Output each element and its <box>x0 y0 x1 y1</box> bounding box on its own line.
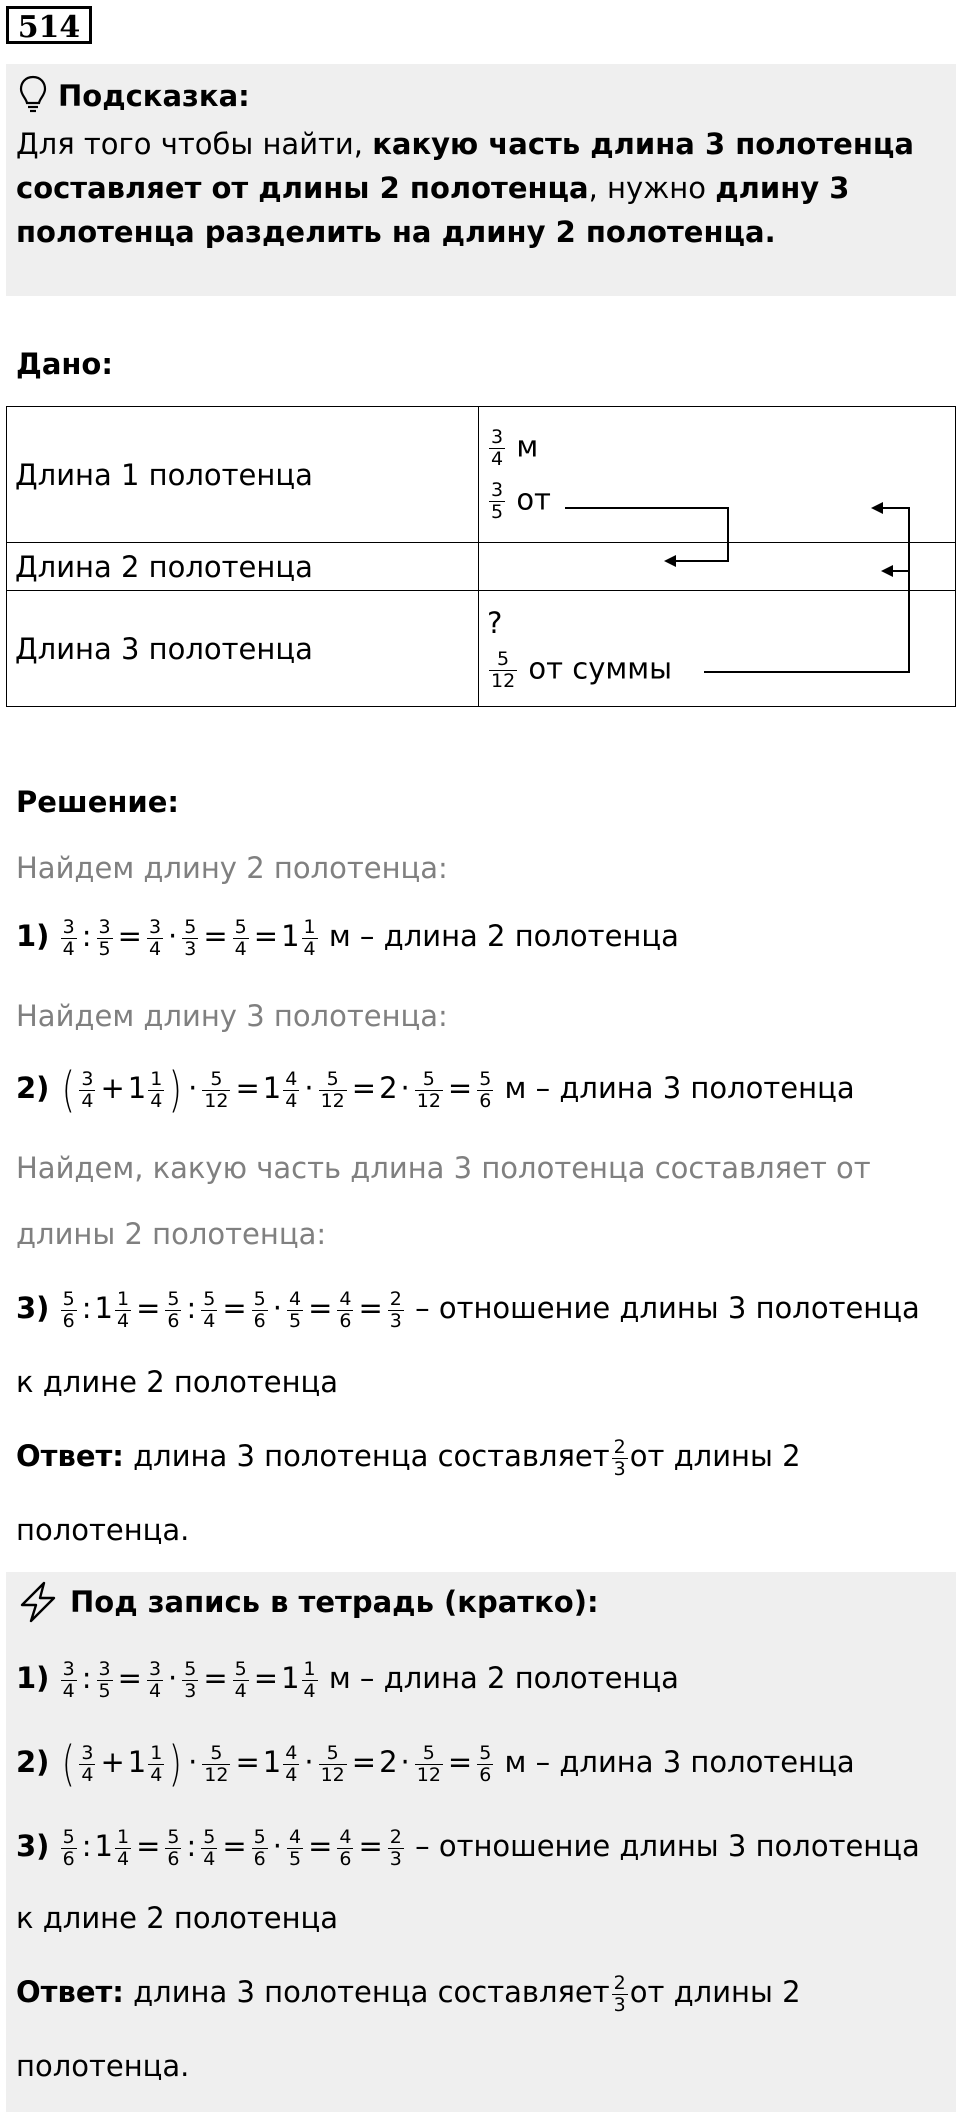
step3-intro-1: Найдем, какую часть длина 3 полотенца составляет от <box>16 1151 871 1185</box>
nb-step2: 2) ( $\frac{3}{4}$ + 1 $\frac{1}{4}$ ) · $\frac{5}{12}$ = 1 $\frac{4}{4}$ · $\frac{5}{12}$ = 2 · $\frac{5}{12}$ = $\frac{5}{6}$ м – длина 3 полотенца <box>16 1736 855 1792</box>
table-cell-label: Длина 2 полотенца <box>7 543 479 591</box>
arrow-1 <box>565 508 728 561</box>
given-title: Дано: <box>16 347 113 381</box>
hint-line-2: составляет от длины 2 полотенца, нужно длину 3 <box>16 171 850 205</box>
arrow-1-head <box>664 555 676 567</box>
hint-title: Подсказка: <box>58 79 250 113</box>
table-cell-value: $\frac{3}{4}$ м $\frac{3}{5}$ от <box>479 407 956 543</box>
step3-cont: к длине 2 полотенца <box>16 1365 339 1399</box>
hint-line-1: Для того чтобы найти, какую часть длина 3 полотенца <box>16 127 914 161</box>
nb-answer-cont: полотенца. <box>16 2049 190 2083</box>
table-cell-label: Длина 3 полотенца <box>7 591 479 707</box>
task-number: 514 <box>6 6 92 44</box>
step2-intro: Найдем длину 3 полотенца: <box>16 999 448 1033</box>
hint-line-3: полотенца разделить на длину 2 полотенца. <box>16 215 776 249</box>
notebook-title: Под запись в тетрадь (кратко): <box>70 1585 599 1619</box>
answer: Ответ: длина 3 полотенца составляет $\frac{2}{3}$ от длины 2 <box>16 1435 801 1480</box>
arrow-2-head <box>871 502 883 514</box>
step2-formula: 2) ( $\frac{3}{4}$ + 1 $\frac{1}{4}$ ) · $\frac{5}{12}$ = 1 $\frac{4}{4}$ · $\frac{5}{12}$ = 2 · $\frac{5}{12}$ = $\frac{5}{6}$ м – длина 3 полотенца <box>16 1062 855 1118</box>
step1-intro: Найдем длину 2 полотенца: <box>16 851 448 885</box>
step3-intro-2: длины 2 полотенца: <box>16 1217 327 1251</box>
nb-step3: 3) $\frac{5}{6}$ : 1 $\frac{1}{4}$ = $\frac{5}{6}$ : $\frac{5}{4}$ = $\frac{5}{6}$ · $\frac{4}{5}$ = $\frac{4}{6}$ = $\frac{2}{3}$ – отношение длины 3 полотенца <box>16 1825 920 1870</box>
nb-step1: 1) $\frac{3}{4}$ : $\frac{3}{5}$ = $\frac{3}{4}$ · $\frac{5}{3}$ = $\frac{5}{4}$ = 1 $\frac{1}{4}$ м – длина 2 полотенца <box>16 1657 679 1702</box>
step1-formula: 1) $\frac{3}{4}$ : $\frac{3}{5}$ = $\frac{3}{4}$ · $\frac{5}{3}$ = $\frac{5}{4}$ = 1 $\frac{1}{4}$ м – длина 2 полотенца <box>16 915 679 960</box>
table-arrows <box>0 0 960 720</box>
arrow-3-head <box>881 565 893 577</box>
step3-formula: 3) $\frac{5}{6}$ : 1 $\frac{1}{4}$ = $\frac{5}{6}$ : $\frac{5}{4}$ = $\frac{5}{6}$ · $\frac{4}{5}$ = $\frac{4}{6}$ = $\frac{2}{3}$ – отношение длины 3 полотенца <box>16 1287 920 1332</box>
arrow-2 <box>704 508 909 672</box>
lightning-icon <box>16 1580 60 1624</box>
nb-step3-cont: к длине 2 полотенца <box>16 1901 339 1935</box>
solution-title: Решение: <box>16 785 180 819</box>
table-cell-value: ? $\frac{5}{12}$ от суммы <box>479 591 956 707</box>
table-cell-label: Длина 1 полотенца <box>7 407 479 543</box>
nb-answer: Ответ: длина 3 полотенца составляет $\frac{2}{3}$ от длины 2 <box>16 1971 801 2016</box>
answer-cont: полотенца. <box>16 1513 190 1547</box>
